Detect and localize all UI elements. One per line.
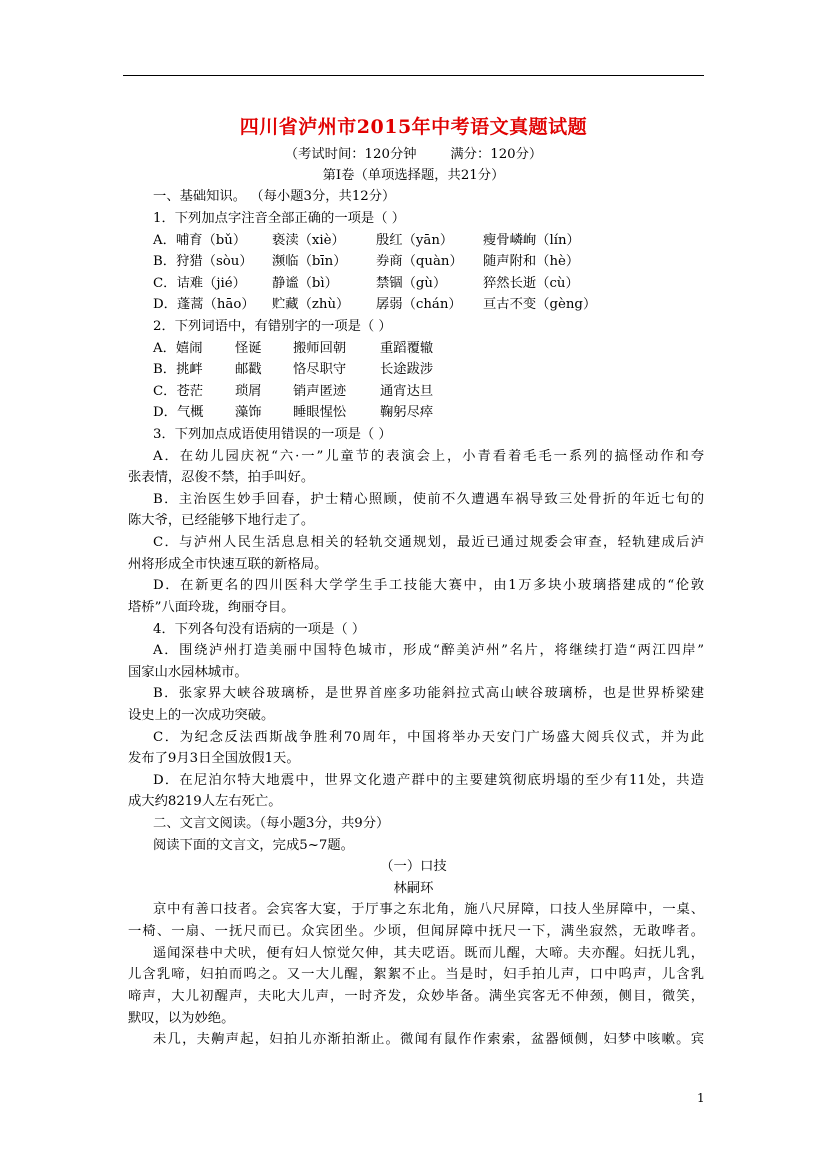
q4-option-a-line1: A．围绕泸州打造美丽中国特色城市，形成“醉美泸州”名片，将继续打造“两江四岸” [153, 643, 704, 658]
para2-line4: 默叹，以为妙绝。 [128, 1011, 235, 1026]
page-title: 四川省泸州市2015年中考语文真题试题 [239, 116, 588, 138]
header-rule [123, 75, 704, 76]
q2-option-c: C．苍茫 琐屑 销声匿迹 通宵达旦 [153, 384, 434, 399]
text-title: （一）口技 [380, 859, 447, 874]
q4-option-b-line2: 设史上的一次成功突破。 [128, 708, 275, 723]
para3-line1: 未几，夫齁声起，妇拍儿亦渐拍渐止。微闻有鼠作作索索，盆器倾侧，妇梦中咳嗽。宾 [153, 1032, 704, 1047]
q1-option-d: D．蓬蒿（hāo） 贮藏（zhù） 孱弱（chán） 亘古不变（gèng） [153, 297, 597, 312]
q1-option-c: C．诘难（jié） 静谧（bì） 禁锢（gù） 猝然长逝（cù） [153, 276, 579, 291]
q4-stem: 4．下列各句没有语病的一项是（ ） [153, 622, 366, 637]
q3-option-d-line2: 塔桥”八面玲珑，绚丽夺目。 [128, 600, 295, 615]
q2-option-d: D．气概 藻饰 睡眼惺忪 鞠躬尽瘁 [153, 405, 434, 420]
exam-info: （考试时间：120分钟 满分：120分） [284, 147, 543, 162]
q3-option-d-line1: D．在新更名的四川医科大学学生手工技能大赛中，由1万多块小玻璃搭建成的“伦敦 [153, 578, 704, 593]
para1-line2: 一椅、一扇、一抚尺而已。众宾团坐。少顷，但闻屏障中抚尺一下，满坐寂然，无敢哗者。 [128, 924, 704, 939]
q4-option-d-line1: D．在尼泊尔特大地震中，世界文化遗产群中的主要建筑彻底坍塌的至少有11处，共造 [153, 773, 704, 788]
text-author: 林嗣环 [393, 881, 434, 896]
q3-option-b-line1: B．主治医生妙手回春，护士精心照顾，使前不久遭遇车祸导致三处骨折的年近七旬的 [153, 492, 704, 507]
q1-option-a: A．哺育（bǔ） 亵渎（xiè） 殷红（yān） 瘦骨嶙峋（lín） [153, 233, 580, 248]
para1-line1: 京中有善口技者。会宾客大宴，于厅事之东北角，施八尺屏障，口技人坐屏障中，一桌、 [153, 902, 704, 917]
q4-option-a-line2: 国家山水园林城市。 [128, 665, 248, 680]
q3-stem: 3．下列加点成语使用错误的一项是（ ） [153, 427, 392, 442]
q4-option-b-line1: B．张家界大峡谷玻璃桥，是世界首座多功能斜拉式高山峡谷玻璃桥，也是世界桥梁建 [153, 686, 704, 701]
q3-option-c-line2: 州将形成全市快速互联的新格局。 [128, 557, 328, 572]
q2-stem: 2．下列词语中，有错别字的一项是（ ） [153, 319, 392, 334]
part-heading: 第Ⅰ卷（单项选择题，共21分） [322, 168, 505, 183]
q3-option-c-line1: C．与泸州人民生活息息相关的轻轨交通规划，最近已通过规委会审查，轻轨建成后泸 [153, 535, 704, 550]
section2-instruction: 阅读下面的文言文，完成5~7题。 [153, 838, 354, 853]
q3-option-a-line2: 张表情，忍俊不禁，拍手叫好。 [128, 470, 315, 485]
q2-option-a: A．嬉闹 怪诞 搬师回朝 重蹈覆辙 [153, 341, 434, 356]
q3-option-b-line2: 陈大爷，已经能够下地行走了。 [128, 513, 315, 528]
q3-option-a-line1: A．在幼儿园庆祝“六·一”儿童节的表演会上，小青看着毛毛一系列的搞怪动作和夸 [153, 449, 704, 464]
para2-line1: 遥闻深巷中犬吠，便有妇人惊觉欠伸，其夫呓语。既而儿醒，大啼。夫亦醒。妇抚儿乳， [153, 946, 704, 961]
q1-stem: 1．下列加点字注音全部正确的一项是（ ） [153, 211, 406, 226]
page-number: 1 [697, 1091, 705, 1105]
q2-option-b: B．挑衅 邮戳 恪尽职守 长途跋涉 [153, 362, 434, 377]
q4-option-c-line2: 发布了9月3日全国放假1天。 [128, 751, 300, 766]
q1-option-b: B．狩猎（sòu） 濒临（bīn） 券商（quàn） 随声附和（hè） [153, 254, 580, 269]
q4-option-c-line1: C．为纪念反法西斯战争胜利70周年，中国将举办天安门广场盛大阅兵仪式，并为此 [153, 730, 704, 745]
para2-line2: 儿含乳啼，妇拍而呜之。又一大儿醒，絮絮不止。当是时，妇手拍儿声，口中呜声，儿含乳 [128, 967, 704, 982]
q4-option-d-line2: 成大约8219人左右死亡。 [128, 794, 282, 809]
section2-heading: 二、文言文阅读。（每小题3分，共9分） [153, 816, 390, 831]
para2-line3: 啼声，大儿初醒声，夫叱大儿声，一时齐发，众妙毕备。满坐宾客无不伸颈，侧目，微笑， [128, 989, 704, 1004]
section1-heading: 一、基础知识。 （每小题3分，共12分） [153, 189, 396, 204]
